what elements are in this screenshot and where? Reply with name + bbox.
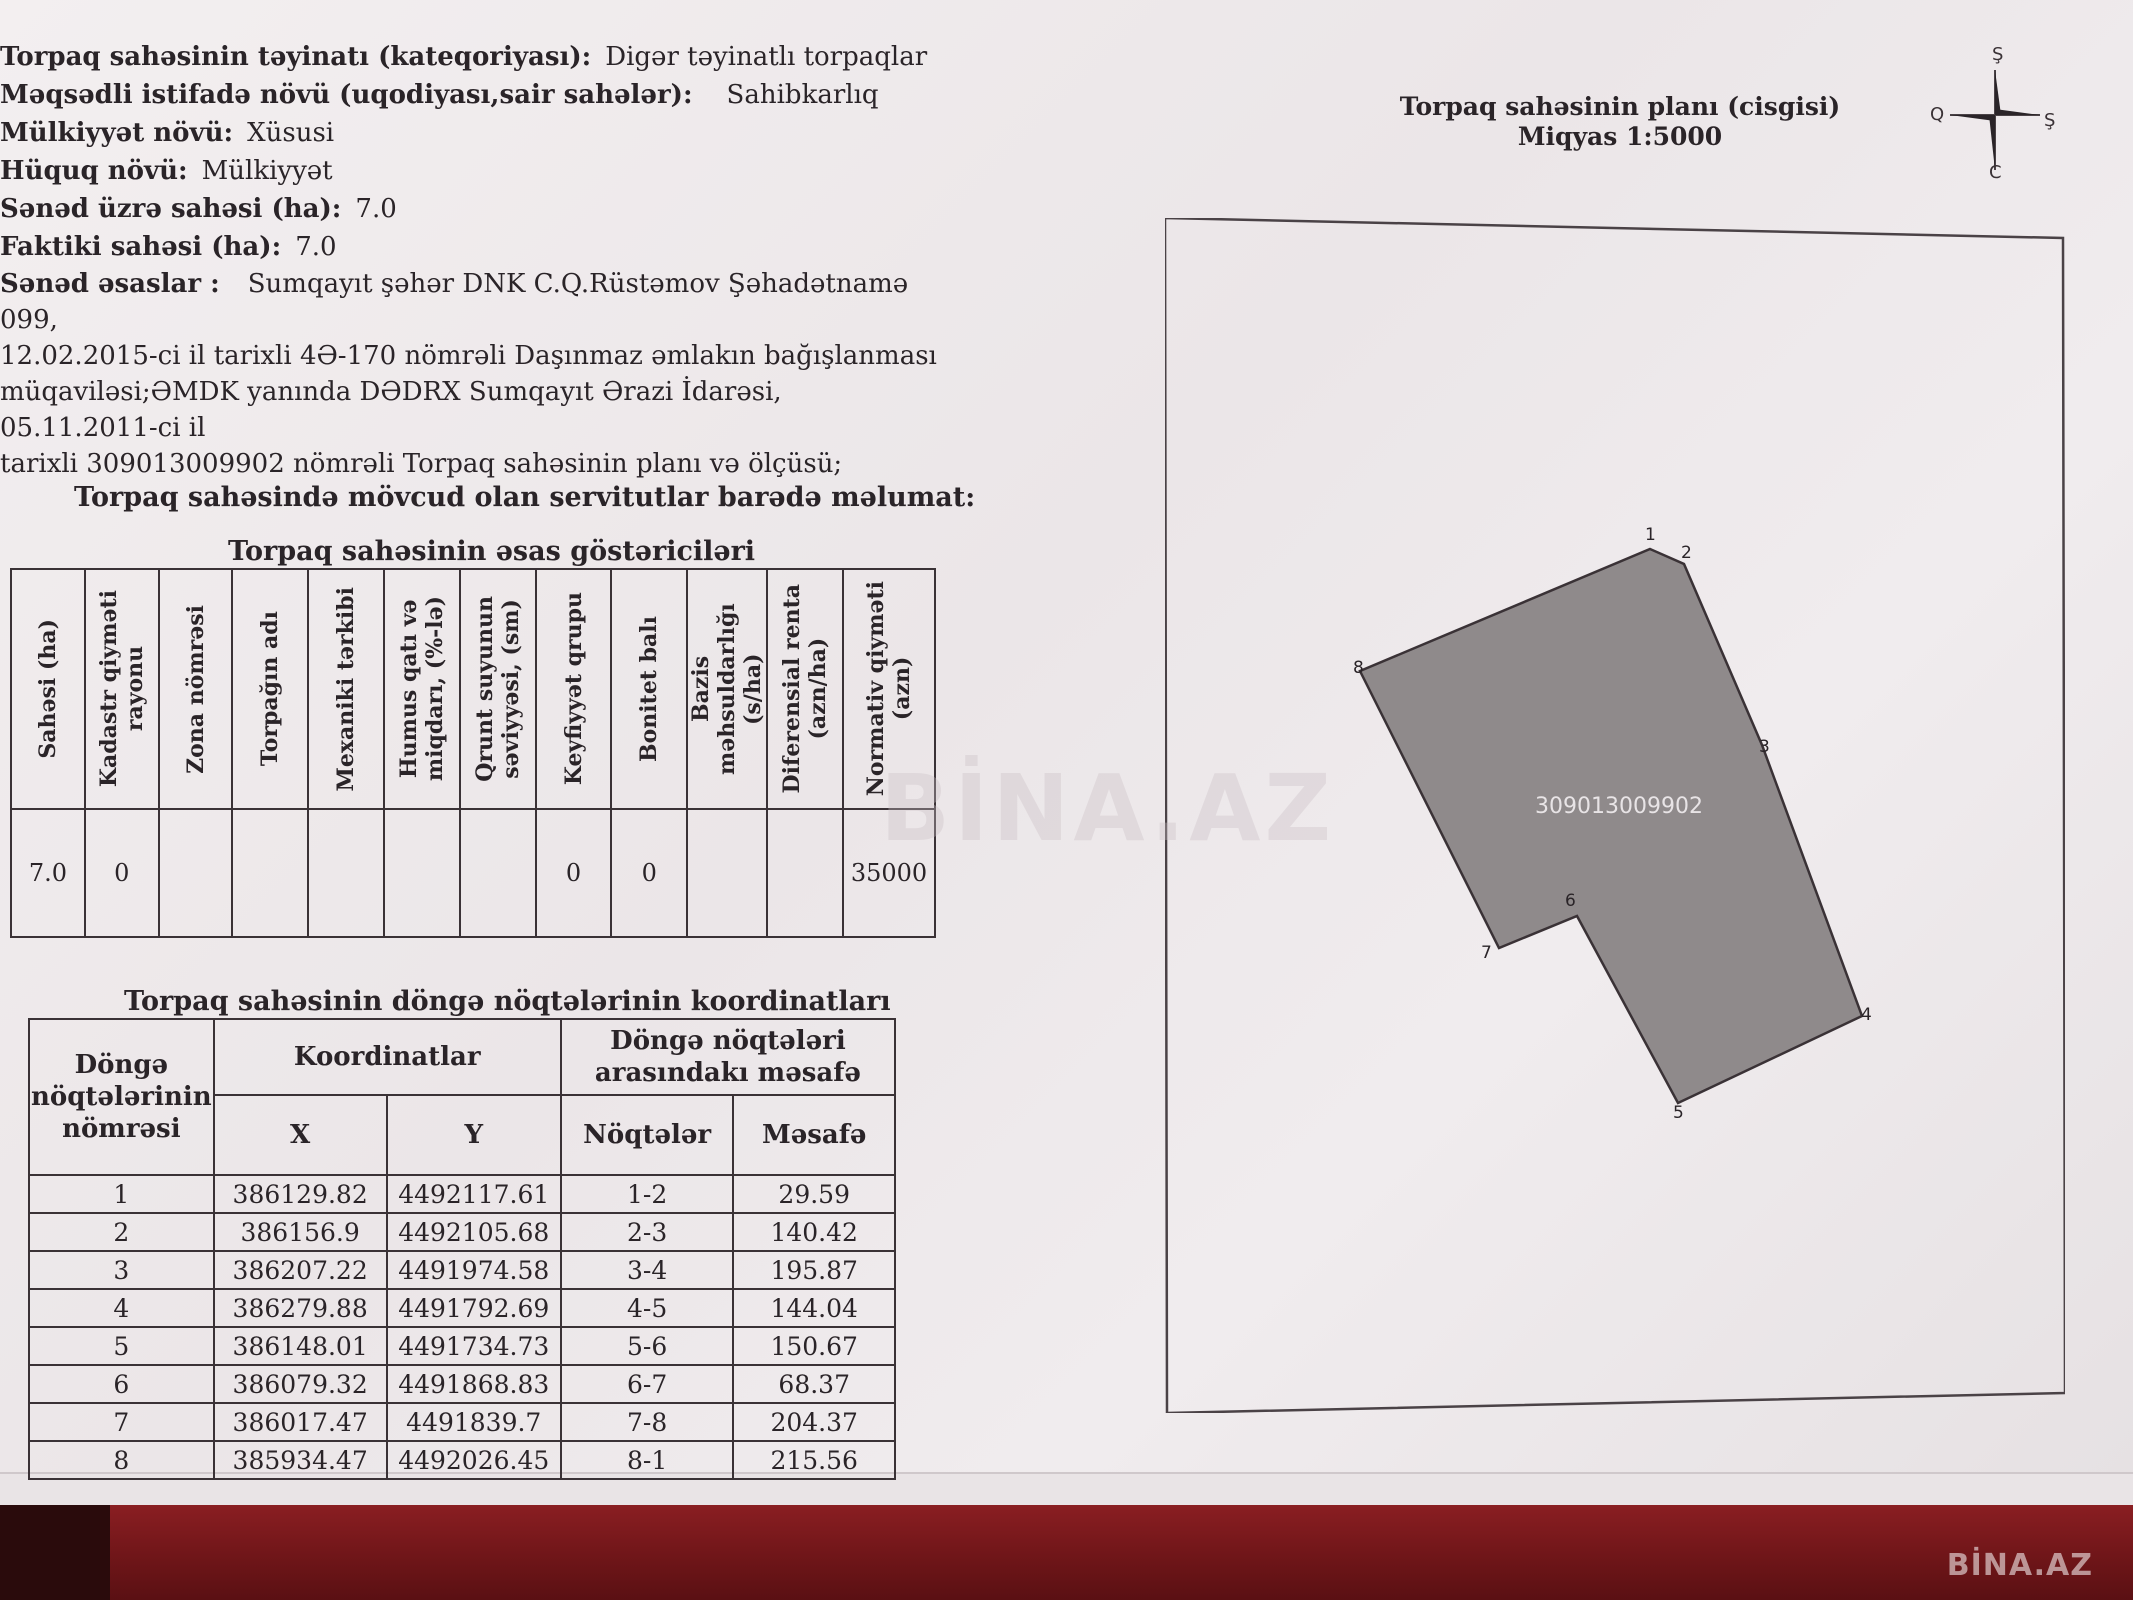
info-usage: Məqsədli istifadə növü (uqodiyası,sair sahələr): Sahibkarlıq — [0, 80, 879, 110]
vertex-label: 4 — [1861, 1005, 1872, 1025]
table-cell — [232, 809, 308, 937]
info-purpose: Torpaq sahəsinin təyinatı (kateqoriyası): Digər təyinatlı torpaqlar — [0, 42, 928, 72]
site-watermark: BİNA.AZ — [880, 755, 1336, 862]
vertex-label: 3 — [1759, 737, 1770, 757]
table-cell: 0 — [611, 809, 687, 937]
table-cell — [159, 809, 233, 937]
vertex-label: 2 — [1681, 543, 1692, 563]
coords-title: Torpaq sahəsinin döngə nöqtələrinin koordinatları — [124, 986, 891, 1017]
compass-west: Q — [1930, 104, 1945, 125]
info-actual-area: Faktiki sahəsi (ha): 7.0 — [0, 232, 337, 262]
plan-scale: Miqyas 1:5000 — [1517, 122, 1723, 151]
land-info — [0, 38, 960, 482]
parcel-id-label: 309013009902 — [1535, 794, 1703, 819]
table-cell — [384, 809, 460, 937]
table-row: 3 386207.22 4491974.58 3-4 195.87 — [29, 1251, 895, 1289]
col-header: X — [214, 1095, 387, 1175]
vertex-label: 6 — [1565, 891, 1576, 911]
table-cell: 0 — [85, 809, 159, 937]
table-cell — [687, 809, 767, 937]
info-right: Hüquq növü: Mülkiyyət — [0, 156, 333, 186]
col-header: Y — [387, 1095, 561, 1175]
col-header: Nöqtələr — [561, 1095, 734, 1175]
col-header: Zona nömrəsi — [159, 569, 233, 809]
table-row: 2 386156.9 4492105.68 2-3 140.42 — [29, 1213, 895, 1251]
col-header: Normativ qiyməti (azn) — [843, 569, 935, 809]
table-row: 6 386079.32 4491868.83 6-7 68.37 — [29, 1365, 895, 1403]
col-header: Koordinatlar — [214, 1019, 561, 1095]
footer-watermark: BİNA.AZ — [1946, 1548, 2093, 1583]
col-header: Humus qatı və miqdarı, (%-lə) — [384, 569, 460, 809]
vertex-label: 1 — [1645, 525, 1656, 545]
table-row: 1 386129.82 4492117.61 1-2 29.59 — [29, 1175, 895, 1213]
indicators-value-row — [11, 809, 935, 937]
info-doc-area: Sənəd üzrə sahəsi (ha): 7.0 — [0, 194, 397, 224]
table-shadow — [0, 1505, 110, 1600]
col-header: Bazis məhsuldarlığı (s/ha) — [687, 569, 767, 809]
table-row: 8 385934.47 4492026.45 8-1 215.56 — [29, 1441, 895, 1479]
info-ownership: Mülkiyyət növü: Xüsusi — [0, 118, 335, 148]
table-row: 4 386279.88 4491792.69 4-5 144.04 — [29, 1289, 895, 1327]
table-cell: 0 — [536, 809, 612, 937]
indicators-header-row — [11, 569, 935, 809]
indicators-table — [10, 568, 936, 938]
table-surface — [0, 1505, 2133, 1600]
col-header: Keyfiyyət qrupu — [536, 569, 612, 809]
col-header: Kadastr qiyməti rayonu — [85, 569, 159, 809]
compass-north: Ş — [1992, 44, 2004, 65]
indicators-title: Torpaq sahəsinin əsas göstəriciləri — [228, 536, 756, 567]
plan-title: Torpaq sahəsinin planı (cisgisi) Miqyas 1:5000 — [1380, 92, 1860, 152]
table-cell — [308, 809, 384, 937]
col-header: Torpağın adı — [232, 569, 308, 809]
compass-east: Ş — [2044, 110, 2056, 131]
col-header: Bonitet balı — [611, 569, 687, 809]
table-cell: 7.0 — [11, 809, 85, 937]
table-cell — [460, 809, 536, 937]
info-basis: Sənəd əsaslar : Sumqayıt şəhər DNK C.Q.Rüstəmov Şəhadətnamə 099, 12.02.2015-ci il tarixli 4Ə-170 nömrəli Daşınmaz əmlakın bağışlanması müqaviləsi;ƏMDK yanında DƏDRX Sumqayıt Ərazi İdarəsi, 05.11.2011-ci il tarixli 309013009902 nömrəli Torpaq sahəsinin planı və ölçüsü; — [0, 269, 937, 479]
compass-rose-icon — [1930, 40, 2060, 190]
col-header: Məsafə — [733, 1095, 895, 1175]
table-row: 5 386148.01 4491734.73 5-6 150.67 — [29, 1327, 895, 1365]
vertex-label: 5 — [1673, 1103, 1684, 1123]
parcel-polygon — [1360, 549, 1862, 1103]
vertex-label: 7 — [1481, 943, 1492, 963]
col-header: Döngə nöqtələri arasındakı məsafə — [561, 1019, 895, 1095]
table-cell: 35000 — [843, 809, 935, 937]
col-header: Döngə nöqtələrinin nömrəsi — [29, 1019, 214, 1175]
coords-table — [28, 1018, 896, 1480]
compass-south: C — [1989, 162, 2002, 183]
servitude-title: Torpaq sahəsində mövcud olan servitutlar barədə məlumat: — [74, 482, 976, 513]
col-header: Diferensial renta (azn/ha) — [767, 569, 843, 809]
col-header: Qrunt suyunun səviyyəsi, (sm) — [460, 569, 536, 809]
table-row: 7 386017.47 4491839.7 7-8 204.37 — [29, 1403, 895, 1441]
col-header: Sahəsi (ha) — [11, 569, 85, 809]
col-header: Mexaniki tərkibi — [308, 569, 384, 809]
vertex-label: 8 — [1353, 658, 1364, 678]
table-cell — [767, 809, 843, 937]
